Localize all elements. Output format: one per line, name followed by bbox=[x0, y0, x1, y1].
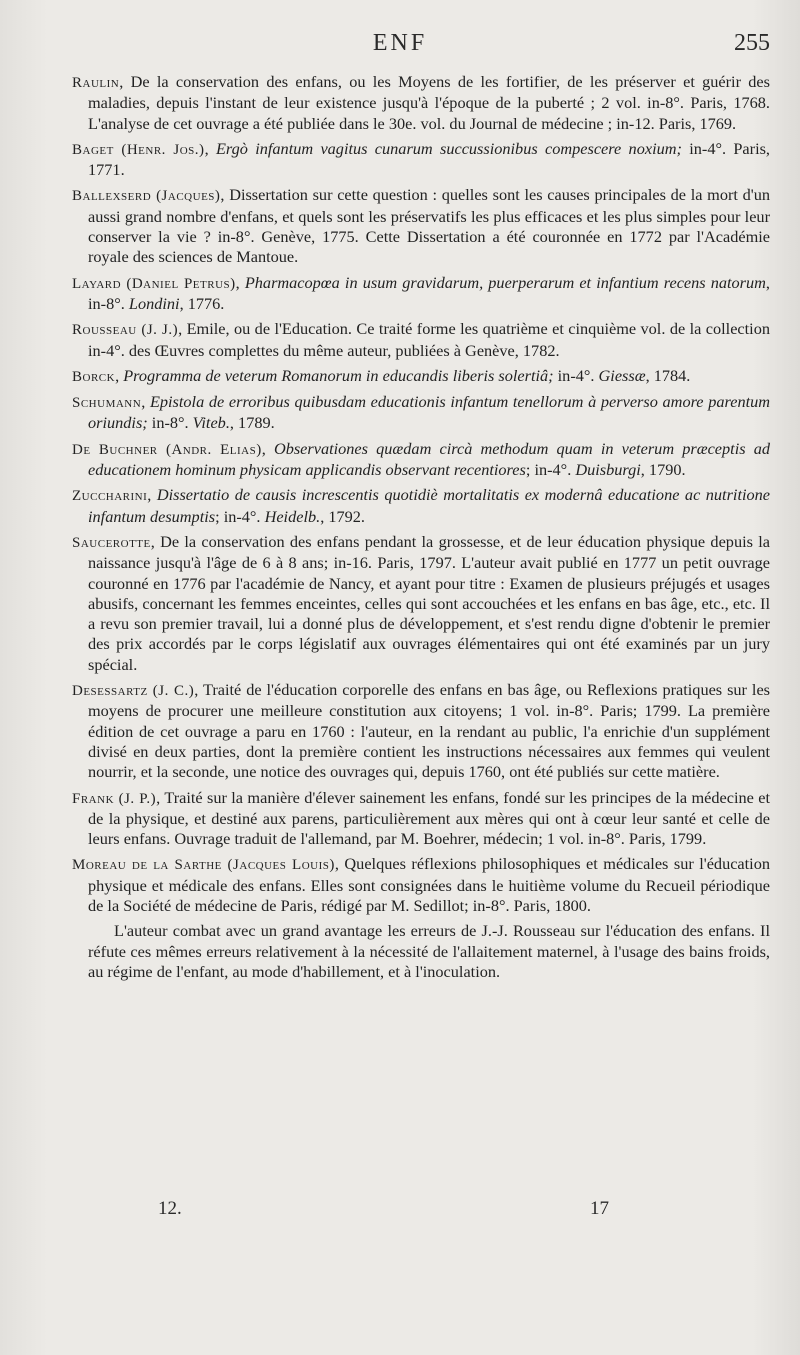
entry-text: , 1784. bbox=[645, 365, 691, 385]
page-number: 255 bbox=[734, 30, 770, 56]
entry-text: , Traité de l'éducation corporelle des enfans en bas âge, ou Reflexions pratiques sur les moyens de procurer une meilleure constitution aux citoyens; 1 vol. in-8°. Paris; 1799. La première édition de cet ouvrage a paru en 1760 : l'auteur, en la rendant au public, l'a enrichie d'un supplément divisé en deux parties, dont la première contient les instructions nécessaires aux femmes qui veulent nourrir, et la seconde, une notice des ouvrages qui, depuis 1760, ont été publiés sur cette matière. bbox=[88, 680, 771, 782]
entry-text: , 1776. bbox=[179, 293, 225, 313]
entry-author: De Buchner (Andr. Elias) bbox=[72, 441, 262, 458]
entry-title-italic: Programma de veterum Romanorum in educandis liberis solertiâ; bbox=[123, 365, 554, 385]
entry-text: , Quelques réflexions philosophiques et médicales sur l'éducation physique et médicale des enfans. Elles sont consignées dans le huitième volume du Recueil périodique de la Société de médecine de Paris, rédigé par M. Sedillot; in-8°. Paris, 1800. bbox=[88, 854, 770, 915]
entry-text: , De la conservation des enfans pendant la grossesse, et de leur éducation physique depuis la naissance jusqu'à l'âge de 6 à 8 ans; in-16. Paris, 1797. L'auteur avait publié en 1777 un petit ouvrage couronné en 1776 par l'académie de Nancy, et ayant pour titre : Examen de plusieurs préjugés et usages abusifs, concernant les femmes enceintes, celles qui sont accouchées et les enfans en bas âge, etc., etc. Il a revu son premier travail, lui a donné plus de développement, et s'est rendu digne d'obtenir le premier des prix accordés par le corps législatif aux ouvrages élémentaires qui ont été examinés par un jury spécial. bbox=[88, 531, 770, 674]
entry-author: Borck bbox=[72, 368, 116, 385]
entry-title-italic: Dissertatio de causis increscentis quotidiè mortalitatis ex modernâ educatione ac nutritione infantum desumptis bbox=[88, 485, 770, 526]
entry-author: Baget (Henr. Jos.) bbox=[72, 141, 205, 158]
entry-author: Desessartz (J. C.) bbox=[72, 683, 195, 700]
entry-text: , bbox=[115, 365, 124, 385]
entry-author: Layard (Daniel Petrus) bbox=[72, 275, 236, 292]
bibliography-entry bbox=[72, 485, 770, 527]
bibliography-list bbox=[72, 72, 770, 986]
entry-author: Ballexserd (Jacques) bbox=[72, 188, 221, 205]
entry-text: , bbox=[141, 392, 150, 412]
entry-text: , 1789. bbox=[229, 413, 275, 433]
running-head: ENF bbox=[372, 30, 428, 56]
entry-author: Moreau de la Sarthe (Jacques Louis) bbox=[72, 857, 335, 874]
bibliography-entry bbox=[72, 185, 770, 267]
entry-text: , bbox=[261, 438, 274, 458]
bibliography-entry bbox=[72, 854, 770, 916]
bibliography-entry bbox=[72, 680, 770, 782]
page-header bbox=[0, 30, 800, 70]
entry-title-italic: Pharmacopœa in usum gravidarum, puerperarum et infantium recens natorum bbox=[244, 272, 766, 292]
bibliography-entry bbox=[72, 366, 770, 387]
entry-author: Schumann bbox=[72, 395, 142, 412]
bibliography-entry bbox=[72, 273, 770, 315]
entry-text: , Dissertation sur cette question : quelles sont les causes principales de la mort d'un aussi grand nombre d'enfans, et quels sont les préservatifs les plus efficaces et les plus simples pour leur conserver la vie ? in-8°. Genève, 1775. Cette Dissertation a été couronnée en 1772 par l'Académie royale des sciences de Mantoue. bbox=[88, 185, 770, 267]
entry-author: Frank (J. P.) bbox=[72, 790, 157, 807]
entry-title-italic: Epistola de erroribus quibusdam educationis infantum tenellorum à perverso amore parentum oriundis; bbox=[88, 392, 771, 433]
entry-text: , Emile, ou de l'Education. Ce traité forme les quatrième et cinquième vol. de la collection in-4°. des Œuvres complettes du même auteur, publiées à Genève, 1782. bbox=[88, 319, 770, 360]
entry-text: , in-8°. bbox=[88, 272, 770, 313]
bibliography-entry bbox=[72, 392, 770, 434]
signature-mark-right: 17 bbox=[590, 1198, 609, 1219]
entry-text: in-4°. Paris, 1771. bbox=[88, 138, 771, 180]
entry-text: , De la conservation des enfans, ou les Moyens de les fortifier, de les préserver et guérir des maladies, depuis l'instant de leur existence jusqu'à l'époque de la puberté ; 2 vol. in-8°. Paris, 1768. L'analyse de cet ouvrage a été publiée dans le 30e. vol. du Journal de médecine ; in-12. Paris, 1769. bbox=[88, 72, 770, 133]
entry-text: , 1792. bbox=[320, 506, 365, 526]
entry-title-italic: Viteb. bbox=[192, 413, 230, 433]
bibliography-entry bbox=[72, 439, 770, 481]
entry-text: , bbox=[147, 485, 157, 505]
entry-text: , bbox=[235, 272, 245, 292]
bibliography-entry bbox=[72, 532, 770, 675]
bibliography-entry bbox=[72, 788, 770, 850]
bibliography-entry bbox=[72, 72, 770, 134]
entry-author: Raulin bbox=[72, 75, 120, 91]
entry-author: Zuccharini bbox=[72, 488, 148, 505]
note-paragraph: L'auteur combat avec un grand avantage les erreurs de J.-J. Rousseau sur l'éducation des enfans. Il réfute ces mêmes erreurs relativement à la nécessité de l'allaitement maternel, à l'usage des bains froids, au régime de l'enfant, au mode d'habillement, et à l'inoculation. bbox=[88, 921, 770, 981]
entry-title-italic: Giessæ bbox=[598, 365, 646, 385]
entry-title-italic: Duisburgi bbox=[575, 460, 641, 480]
page-footer bbox=[0, 1198, 800, 1228]
entry-text: , bbox=[204, 138, 216, 158]
entry-text: ; in-4°. bbox=[215, 506, 265, 526]
entry-text: in-8°. bbox=[147, 413, 193, 433]
signature-mark-left: 12. bbox=[158, 1198, 182, 1219]
entry-author: Saucerotte bbox=[72, 534, 151, 551]
bibliography-entry bbox=[72, 319, 770, 361]
entry-text: , Traité sur la manière d'élever sainement les enfans, fondé sur les principes de la médecine et de la physique, et destiné aux parens, particulièrement aux mères qui ont à cœur leur santé et celle de leurs enfans. Ouvrage traduit de l'allemand, par M. Boehrer, médecin; 1 vol. in-8°. Paris, 1799. bbox=[88, 787, 770, 849]
entry-title-italic: Heidelb. bbox=[264, 506, 321, 526]
entry-title-italic: Observationes quædam circà methodum quam in veterum præceptis ad educationem hominum physicam applicandis observant recentiores bbox=[88, 438, 770, 480]
entry-text: ; in-4°. bbox=[525, 460, 576, 480]
bibliography-entry bbox=[72, 139, 770, 181]
entry-title-italic: Londini bbox=[128, 293, 180, 313]
entry-text: , 1790. bbox=[640, 460, 686, 480]
entry-author: Rousseau (J. J.) bbox=[72, 322, 179, 339]
entry-text: in-4°. bbox=[553, 365, 599, 385]
entry-title-italic: Ergò infantum vagitus cunarum succussionibus compescere noxium; bbox=[215, 138, 682, 158]
